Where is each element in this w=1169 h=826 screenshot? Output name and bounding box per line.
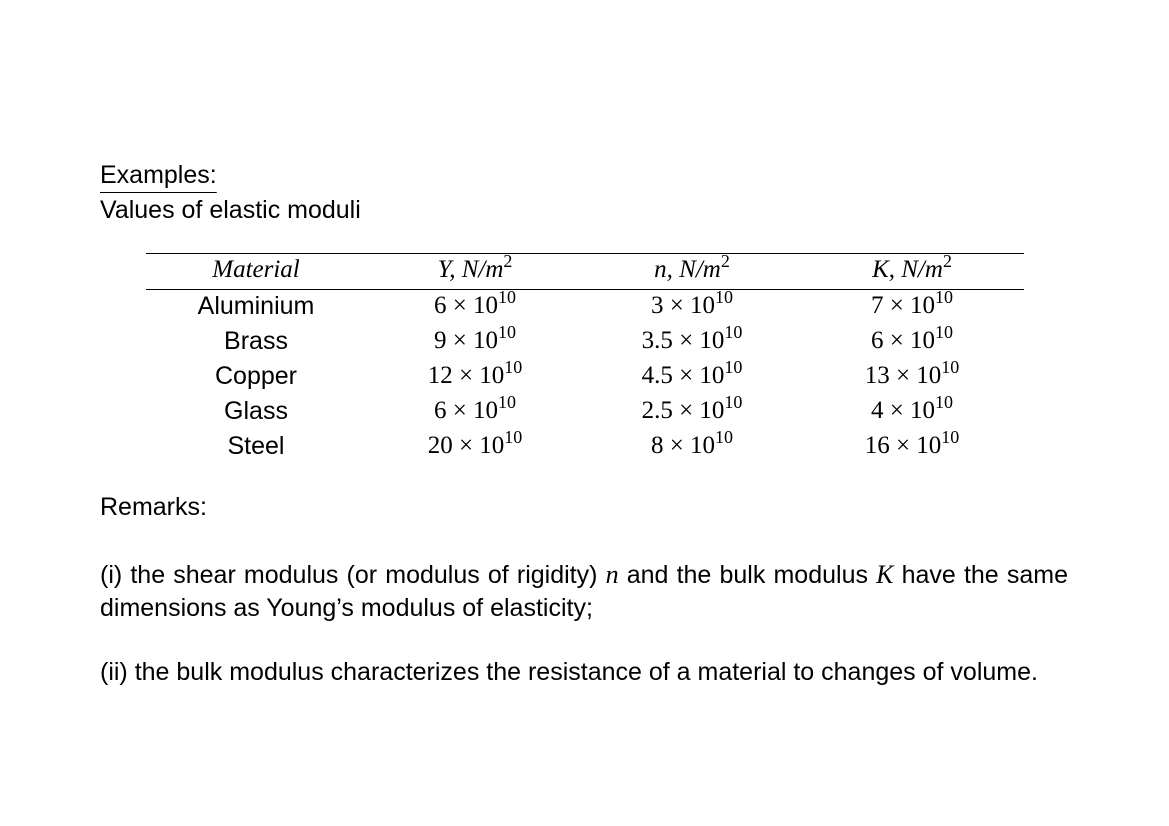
- row-bulk-value: $4 \times 10^{10}$: [870, 392, 954, 424]
- row-young-value: $9 \times 10^{10}$: [433, 322, 517, 354]
- row-young-value: $6 \times 10^{10}$: [433, 287, 517, 319]
- remark-paragraph-1: (i) the shear modulus (or modulus of rigidity) n and the bulk modulus K have the same dimensions as Young’s modulus of elasticity;: [100, 560, 1068, 622]
- row-material: Brass: [224, 327, 288, 355]
- row-material: Copper: [215, 362, 297, 390]
- row-bulk-value: $13 \times 10^{10}$: [864, 357, 960, 389]
- symbol-n: n: [605, 560, 619, 589]
- row-material: Steel: [227, 432, 285, 460]
- table-top-rule: [146, 253, 1024, 254]
- header-bulk-modulus: K, $N/m^2$: [872, 251, 952, 283]
- header-young-modulus: Y, $N/m^2$: [437, 251, 513, 283]
- row-shear-value: $2.5 \times 10^{10}$: [641, 392, 743, 424]
- row-bulk-value: $6 \times 10^{10}$: [870, 322, 954, 354]
- header-material: Material: [212, 256, 300, 283]
- row-bulk-value: $16 \times 10^{10}$: [864, 427, 960, 459]
- row-bulk-value: $7 \times 10^{10}$: [870, 287, 954, 319]
- row-shear-value: $3.5 \times 10^{10}$: [641, 322, 743, 354]
- table-title: Values of elastic moduli: [100, 196, 361, 224]
- row-young-value: $12 \times 10^{10}$: [427, 357, 523, 389]
- examples-heading: Examples:: [100, 161, 217, 189]
- row-young-value: $20 \times 10^{10}$: [427, 427, 523, 459]
- symbol-K: K: [876, 560, 894, 589]
- row-shear-value: $8 \times 10^{10}$: [650, 427, 734, 459]
- remarks-heading: Remarks:: [100, 493, 207, 521]
- row-shear-value: $4.5 \times 10^{10}$: [641, 357, 743, 389]
- header-shear-modulus: n, $N/m^2$: [654, 251, 730, 283]
- row-material: Aluminium: [197, 292, 315, 320]
- row-shear-value: $3 \times 10^{10}$: [650, 287, 734, 319]
- remark-paragraph-2: (ii) the bulk modulus characterizes the resistance of a material to changes of volume.: [100, 658, 1038, 686]
- table-header-rule: [146, 289, 1024, 290]
- row-material: Glass: [224, 397, 288, 425]
- row-young-value: $6 \times 10^{10}$: [433, 392, 517, 424]
